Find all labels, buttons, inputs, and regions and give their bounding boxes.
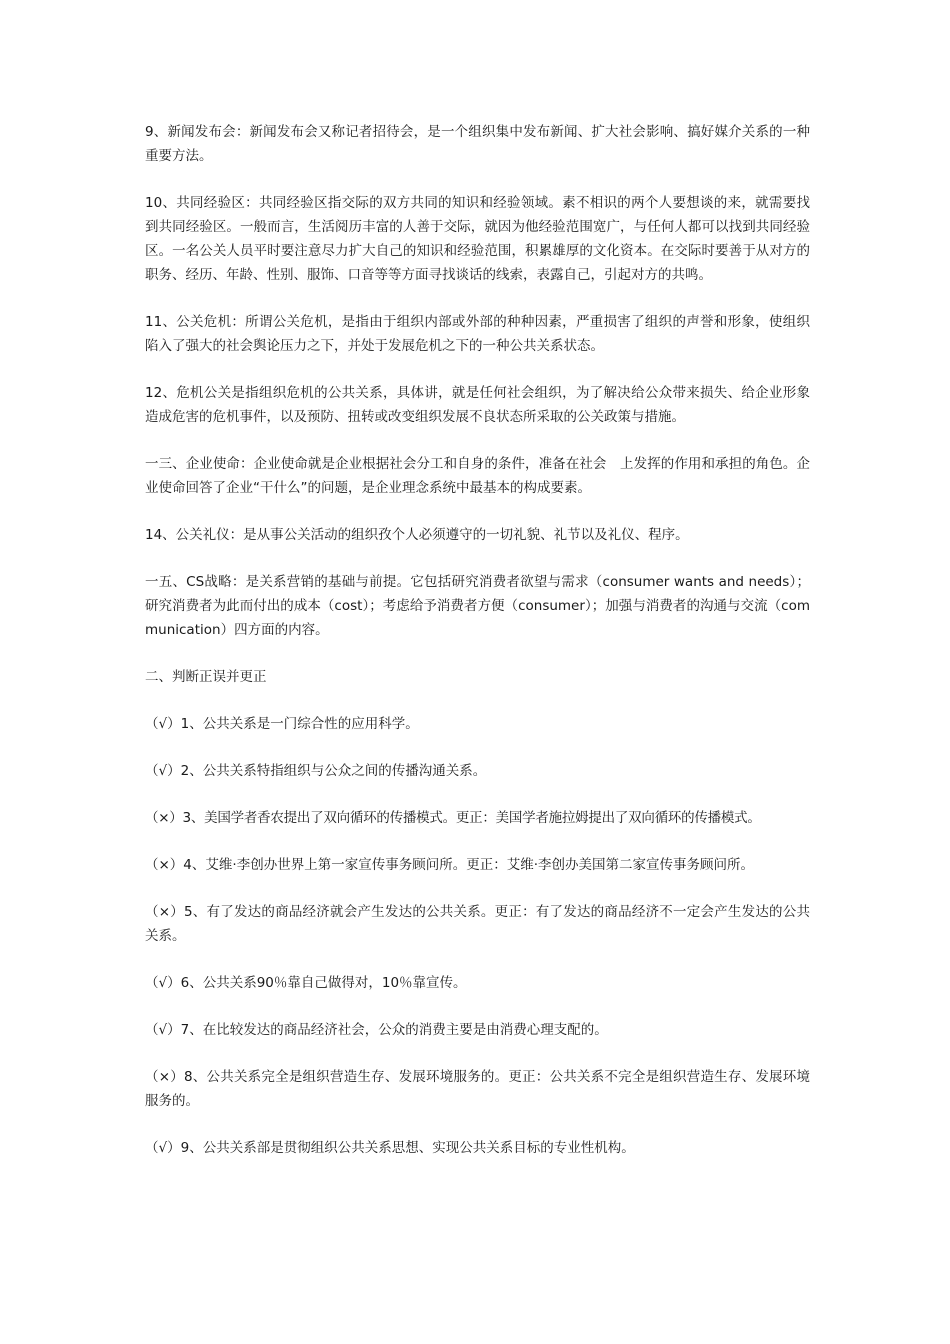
definition-paragraph-15: 一五、CS战略：是关系营销的基础与前提。它包括研究消费者欲望与需求（consumer wants and needs）；研究消费者为此而付出的成本（cost）；考虑给予消费者方便（consumer）；加强与消费者的沟通与交流（communication）四方面的内容。	[145, 574, 810, 638]
definition-paragraph-12: 12、危机公关是指组织危机的公共关系，具体讲，就是任何社会组织，为了解决给公众带来损失、给企业形象造成危害的危机事件，以及预防、扭转或改变组织发展不良状态所采取的公关政策与措施。	[145, 385, 810, 425]
judgment-item-4: （×）4、艾维·李创办世界上第一家宣传事务顾问所。更正：艾维·李创办美国第二家宣传事务顾问所。	[145, 857, 754, 873]
definition-paragraph-10: 10、共同经验区：共同经验区指交际的双方共同的知识和经验领域。素不相识的两个人要想谈的来，就需要找到共同经验区。一般而言，生活阅历丰富的人善于交际，就因为他经验范围宽广，与任何人都可以找到共同经验区。一名公关人员平时要注意尽力扩大自己的知识和经验范围，积累雄厚的文化资本。在交际时要善于从对方的职务、经历、年龄、性别、服饰、口音等等方面寻找谈话的线索，表露自己，引起对方的共鸣。	[145, 195, 810, 283]
definition-paragraph-11: 11、公关危机：所谓公关危机，是指由于组织内部或外部的种种因素，严重损害了组织的声誉和形象，使组织陷入了强大的社会舆论压力之下，并处于发展危机之下的一种公共关系状态。	[145, 314, 810, 354]
judgment-item-8: （×）8、公共关系完全是组织营造生存、发展环境服务的。更正：公共关系不完全是组织营造生存、发展环境服务的。	[145, 1069, 810, 1109]
judgment-item-3: （×）3、美国学者香农提出了双向循环的传播模式。更正：美国学者施拉姆提出了双向循环的传播模式。	[145, 810, 761, 826]
judgment-item-5: （×）5、有了发达的商品经济就会产生发达的公共关系。更正：有了发达的商品经济不一定会产生发达的公共关系。	[145, 904, 810, 944]
definition-paragraph-9: 9、新闻发布会：新闻发布会又称记者招待会，是一个组织集中发布新闻、扩大社会影响、搞好媒介关系的一种重要方法。	[145, 124, 810, 164]
judgment-item-9: （√）9、公共关系部是贯彻组织公共关系思想、实现公共关系目标的专业性机构。	[145, 1140, 635, 1156]
judgment-item-1: （√）1、公共关系是一门综合性的应用科学。	[145, 716, 419, 732]
definition-paragraph-13: 一三、企业使命：企业使命就是企业根据社会分工和自身的条件，准备在社会 上发挥的作用和承担的角色。企业使命回答了企业“干什么”的问题，是企业理念系统中最基本的构成要素。	[145, 456, 810, 496]
definition-paragraph-14: 14、公关礼仪：是从事公关活动的组织孜个人必须遵守的一切礼貌、礼节以及礼仪、程序。	[145, 527, 689, 543]
judgment-item-7: （√）7、在比较发达的商品经济社会，公众的消费主要是由消费心理支配的。	[145, 1022, 608, 1038]
section-heading: 二、判断正误并更正	[145, 669, 267, 685]
document-page	[145, 120, 810, 1183]
judgment-item-2: （√）2、公共关系特指组织与公众之间的传播沟通关系。	[145, 763, 487, 779]
judgment-item-6: （√）6、公共关系90％靠自己做得对，10％靠宣传。	[145, 975, 467, 991]
